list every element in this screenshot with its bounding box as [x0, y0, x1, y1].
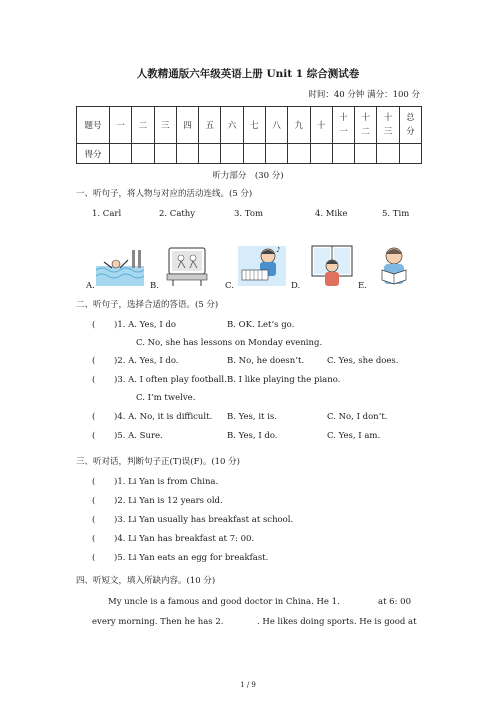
- statement-text: )5. Li Yan eats an egg for breakfast.: [114, 553, 269, 563]
- answer-paren[interactable]: (: [92, 534, 96, 544]
- person-name: 2. Cathy: [159, 209, 196, 219]
- option-text: B. OK. Let’s go.: [227, 320, 295, 330]
- score-row-label: 得分: [77, 144, 110, 164]
- score-table-header-cell: 总 分: [399, 107, 421, 144]
- statement-text: )3. Li Yan usually has breakfast at school.: [114, 515, 294, 525]
- time-score-info: 时间：40 分钟 满分：100 分: [308, 90, 420, 100]
- passage-text: every morning. Then he has 2.: [92, 617, 224, 627]
- score-table-header-cell: 六: [221, 107, 243, 144]
- score-input-cell[interactable]: [110, 144, 132, 164]
- score-table-header-cell: 十 三: [377, 107, 399, 144]
- score-table-header-cell: 九: [288, 107, 310, 144]
- score-input-cell[interactable]: [243, 144, 265, 164]
- section-3-title: 三、听对话，判断句子正(T)误(F)。(10 分): [76, 457, 240, 467]
- score-table-header-cell: 三: [154, 107, 176, 144]
- score-input-cell[interactable]: [221, 144, 243, 164]
- swimming-picture: [94, 244, 146, 288]
- page-number: 1 / 9: [240, 681, 256, 689]
- person-name: 5. Tim: [382, 209, 410, 219]
- option-text: B. I like playing the piano.: [227, 375, 341, 385]
- score-table-header-cell: 七: [243, 107, 265, 144]
- answer-paren[interactable]: (: [92, 356, 96, 366]
- score-table-header-cell: 四: [176, 107, 198, 144]
- page-title: 人教精通版六年级英语上册 Unit 1 综合测试卷: [136, 68, 360, 80]
- passage-text: at 6: 00: [378, 597, 411, 607]
- option-text: C. Yes, I am.: [327, 431, 381, 441]
- listening-part-heading: 听力部分 (30 分): [212, 171, 284, 181]
- score-input-cell[interactable]: [132, 144, 154, 164]
- score-table-header-cell: 五: [199, 107, 221, 144]
- score-input-cell[interactable]: [199, 144, 221, 164]
- window-picture: [306, 244, 358, 288]
- option-text: B. Yes, I do.: [227, 431, 278, 441]
- score-input-cell[interactable]: [176, 144, 198, 164]
- option-text: C. No, she has lessons on Monday evening.: [136, 338, 323, 348]
- question-text: )1. A. Yes, I do: [114, 320, 176, 330]
- score-table-header-cell: 八: [265, 107, 287, 144]
- watching-tv-picture: [161, 244, 213, 288]
- statement-text: )4. Li Yan has breakfast at 7: 00.: [114, 534, 255, 544]
- option-text: B. No, he doesn’t.: [227, 356, 305, 366]
- score-table-header-cell: 十 一: [332, 107, 354, 144]
- score-input-cell[interactable]: [265, 144, 287, 164]
- option-text: C. I’m twelve.: [136, 393, 196, 403]
- section-2-title: 二、听句子，选择合适的答语。(5 分): [76, 300, 219, 310]
- option-text: C. Yes, she does.: [327, 356, 399, 366]
- picture-label: D.: [291, 281, 301, 291]
- score-input-cell[interactable]: [154, 144, 176, 164]
- svg-text:♪: ♪: [276, 246, 281, 254]
- score-table-header-cell: 十 二: [355, 107, 377, 144]
- score-input-cell[interactable]: [399, 144, 421, 164]
- picture-label: E.: [358, 281, 367, 291]
- person-name: 1. Carl: [92, 209, 122, 219]
- passage-text: My uncle is a famous and good doctor in China. He 1.: [108, 597, 340, 607]
- score-input-cell[interactable]: [288, 144, 310, 164]
- playing-piano-picture: [236, 244, 288, 288]
- person-name: 3. Tom: [234, 209, 263, 219]
- answer-paren[interactable]: (: [92, 553, 96, 563]
- question-text: )3. A. I often play football.: [114, 375, 227, 385]
- score-input-cell[interactable]: [332, 144, 354, 164]
- score-input-cell[interactable]: [355, 144, 377, 164]
- person-name: 4. Mike: [315, 209, 348, 219]
- picture-label: B.: [150, 281, 159, 291]
- answer-paren[interactable]: (: [92, 496, 96, 506]
- option-text: B. Yes, it is.: [227, 412, 277, 422]
- picture-label: C.: [225, 281, 234, 291]
- picture-label: A.: [86, 281, 95, 291]
- answer-paren[interactable]: (: [92, 412, 96, 422]
- score-table: [76, 106, 422, 164]
- reading-picture: [368, 244, 420, 288]
- option-text: C. No, I don’t.: [327, 412, 388, 422]
- score-table-header-cell: 二: [132, 107, 154, 144]
- score-input-cell[interactable]: [310, 144, 332, 164]
- question-text: )4. A. No, it is difficult.: [114, 412, 213, 422]
- statement-text: )1. Li Yan is from China.: [114, 477, 219, 487]
- answer-paren[interactable]: (: [92, 515, 96, 525]
- statement-text: )2. Li Yan is 12 years old.: [114, 496, 223, 506]
- score-table-header-cell: 题号: [77, 107, 110, 144]
- answer-paren[interactable]: (: [92, 320, 96, 330]
- score-input-cell[interactable]: [377, 144, 399, 164]
- question-text: )5. A. Sure.: [114, 431, 163, 441]
- section-4-title: 四、听短文，填入所缺内容。(10 分): [76, 576, 216, 586]
- score-table-header-cell: 十: [310, 107, 332, 144]
- score-table-header-cell: 一: [110, 107, 132, 144]
- passage-text: . He likes doing sports. He is good at: [257, 617, 417, 627]
- question-text: )2. A. Yes, I do.: [114, 356, 179, 366]
- section-1-title: 一、听句子，将人物与对应的活动连线。(5 分): [76, 189, 253, 199]
- answer-paren[interactable]: (: [92, 431, 96, 441]
- answer-paren[interactable]: (: [92, 375, 96, 385]
- answer-paren[interactable]: (: [92, 477, 96, 487]
